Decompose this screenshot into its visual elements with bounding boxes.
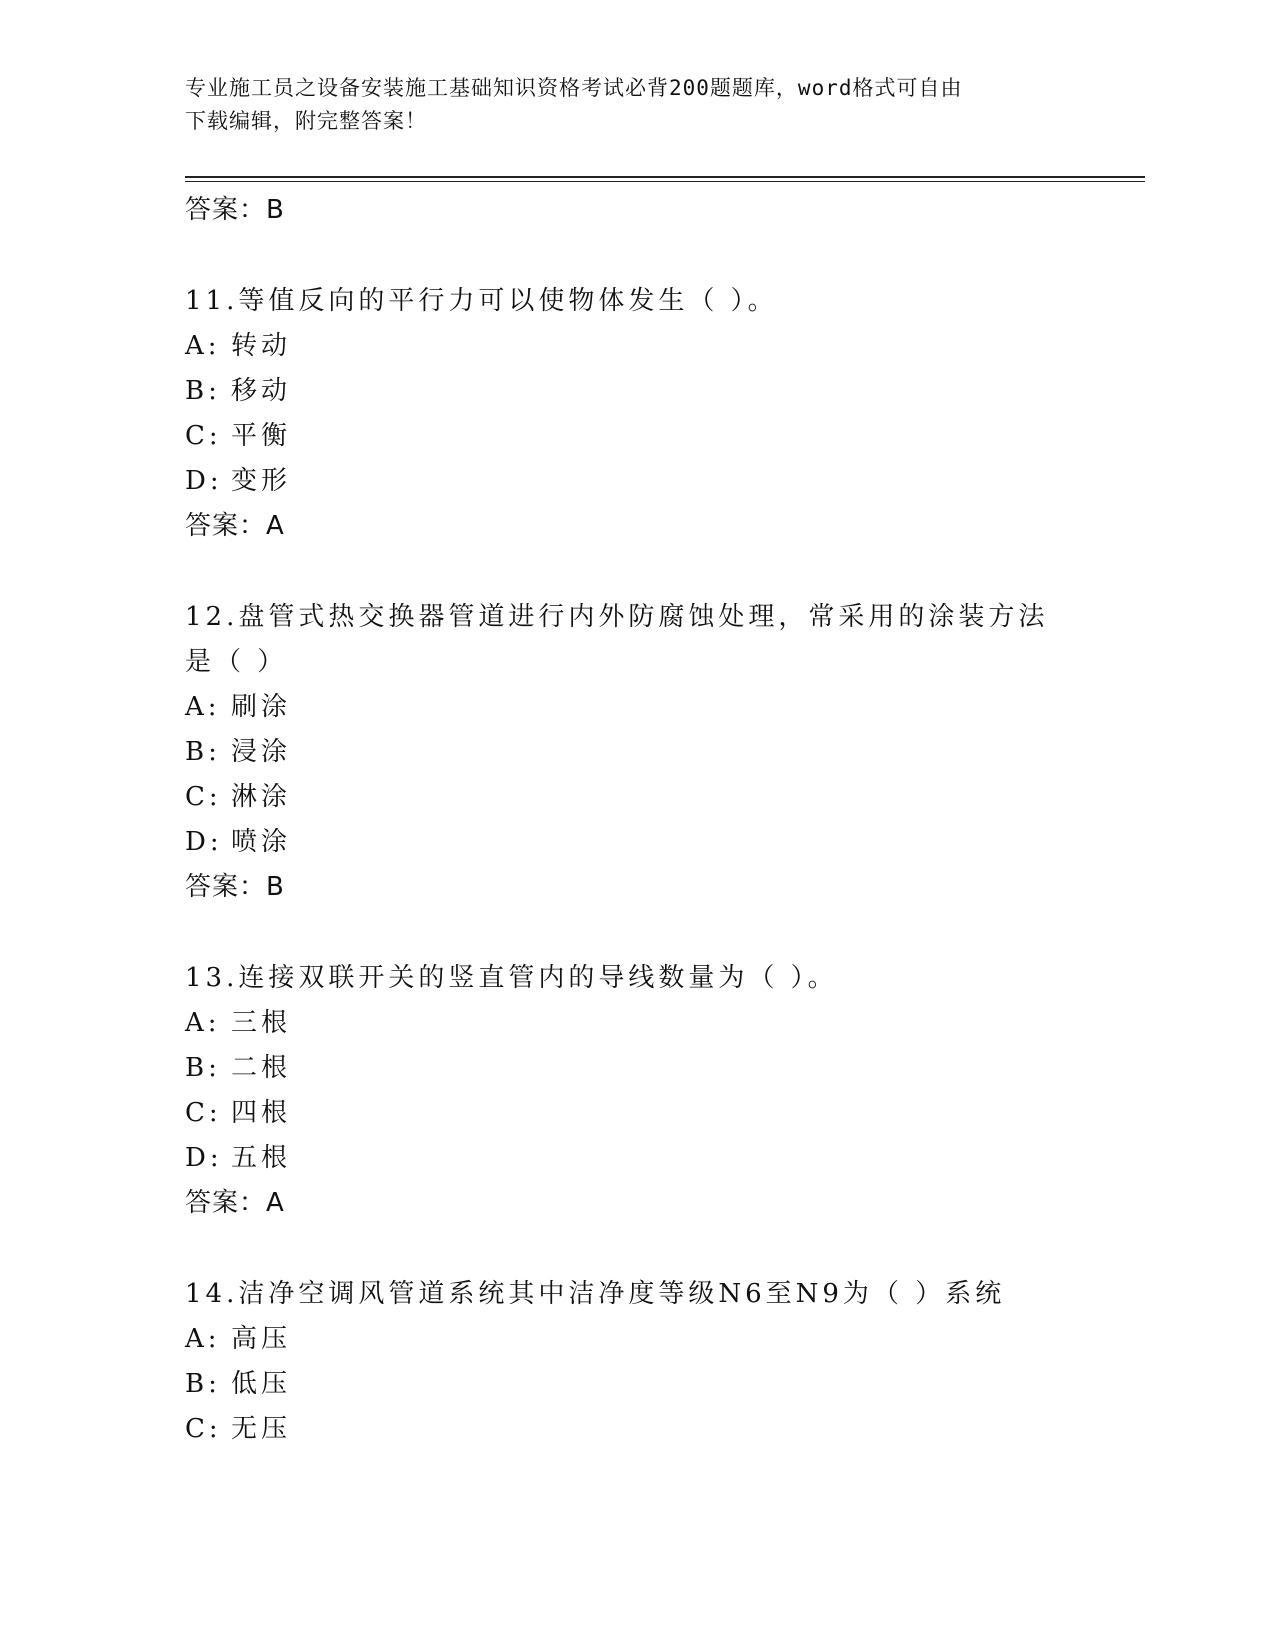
previous-answer: 答案：B bbox=[185, 195, 285, 225]
header-divider-thick bbox=[185, 176, 1145, 178]
question-stem: 12.盘管式热交换器管道进行内外防腐蚀处理，常采用的涂装方法是（ ） bbox=[185, 602, 1049, 677]
option-text: 转动 bbox=[231, 331, 292, 361]
option-text: 喷涂 bbox=[231, 827, 292, 857]
option-b bbox=[185, 730, 1145, 775]
option-text: 移动 bbox=[231, 376, 292, 406]
question-block bbox=[185, 956, 1145, 1226]
option-b bbox=[185, 1046, 1145, 1091]
spacer bbox=[185, 1226, 1145, 1272]
option-key: B: bbox=[185, 737, 221, 767]
option-c bbox=[185, 1407, 1145, 1452]
option-c bbox=[185, 775, 1145, 820]
option-text: 低压 bbox=[231, 1369, 292, 1399]
option-key: A: bbox=[185, 1324, 221, 1354]
option-c bbox=[185, 1091, 1145, 1136]
option-key: C: bbox=[185, 1414, 222, 1444]
header-line-2: 下载编辑，附完整答案！ bbox=[185, 109, 427, 133]
spacer bbox=[185, 549, 1145, 595]
option-b bbox=[185, 1362, 1145, 1407]
option-key: A: bbox=[185, 692, 221, 722]
option-key: B: bbox=[185, 1053, 221, 1083]
option-text: 变形 bbox=[231, 466, 292, 496]
option-d bbox=[185, 1136, 1145, 1181]
spacer bbox=[185, 233, 1145, 279]
option-text: 平衡 bbox=[231, 421, 292, 451]
option-c bbox=[185, 414, 1145, 459]
question-answer: 答案：A bbox=[185, 1188, 285, 1218]
option-a bbox=[185, 1317, 1145, 1362]
option-d bbox=[185, 820, 1145, 865]
option-key: D: bbox=[185, 1143, 223, 1173]
question-stem: 11.等值反向的平行力可以使物体发生（ ）。 bbox=[185, 286, 778, 316]
question-block bbox=[185, 595, 1145, 910]
option-text: 高压 bbox=[231, 1324, 292, 1354]
option-text: 五根 bbox=[231, 1143, 292, 1173]
option-text: 浸涂 bbox=[231, 737, 292, 767]
option-key: A: bbox=[185, 331, 221, 361]
header-line-1: 专业施工员之设备安装施工基础知识资格考试必背200题题库，word格式可自由 bbox=[185, 76, 963, 100]
option-key: D: bbox=[185, 466, 223, 496]
option-key: C: bbox=[185, 782, 222, 812]
option-text: 四根 bbox=[231, 1098, 292, 1128]
option-text: 无压 bbox=[231, 1414, 292, 1444]
spacer bbox=[185, 910, 1145, 956]
option-key: C: bbox=[185, 1098, 222, 1128]
question-answer: 答案：A bbox=[185, 511, 285, 541]
header-divider-thin bbox=[185, 181, 1145, 182]
option-text: 淋涂 bbox=[231, 782, 292, 812]
question-list bbox=[185, 188, 1145, 1452]
option-a bbox=[185, 324, 1145, 369]
option-key: B: bbox=[185, 1369, 221, 1399]
question-stem: 13.连接双联开关的竖直管内的导线数量为（ ）。 bbox=[185, 963, 838, 993]
question-stem: 14.洁净空调风管道系统其中洁净度等级N6至N9为（ ）系统 bbox=[185, 1279, 1006, 1309]
question-answer: 答案：B bbox=[185, 872, 285, 902]
option-a bbox=[185, 1001, 1145, 1046]
option-text: 二根 bbox=[231, 1053, 292, 1083]
option-b bbox=[185, 369, 1145, 414]
question-block bbox=[185, 279, 1145, 549]
option-d bbox=[185, 459, 1145, 504]
option-text: 三根 bbox=[231, 1008, 292, 1038]
option-key: D: bbox=[185, 827, 223, 857]
question-block bbox=[185, 1272, 1145, 1452]
option-key: C: bbox=[185, 421, 222, 451]
option-text: 刷涂 bbox=[231, 692, 292, 722]
option-key: B: bbox=[185, 376, 221, 406]
option-a bbox=[185, 685, 1145, 730]
page-header bbox=[185, 72, 1065, 138]
option-key: A: bbox=[185, 1008, 221, 1038]
